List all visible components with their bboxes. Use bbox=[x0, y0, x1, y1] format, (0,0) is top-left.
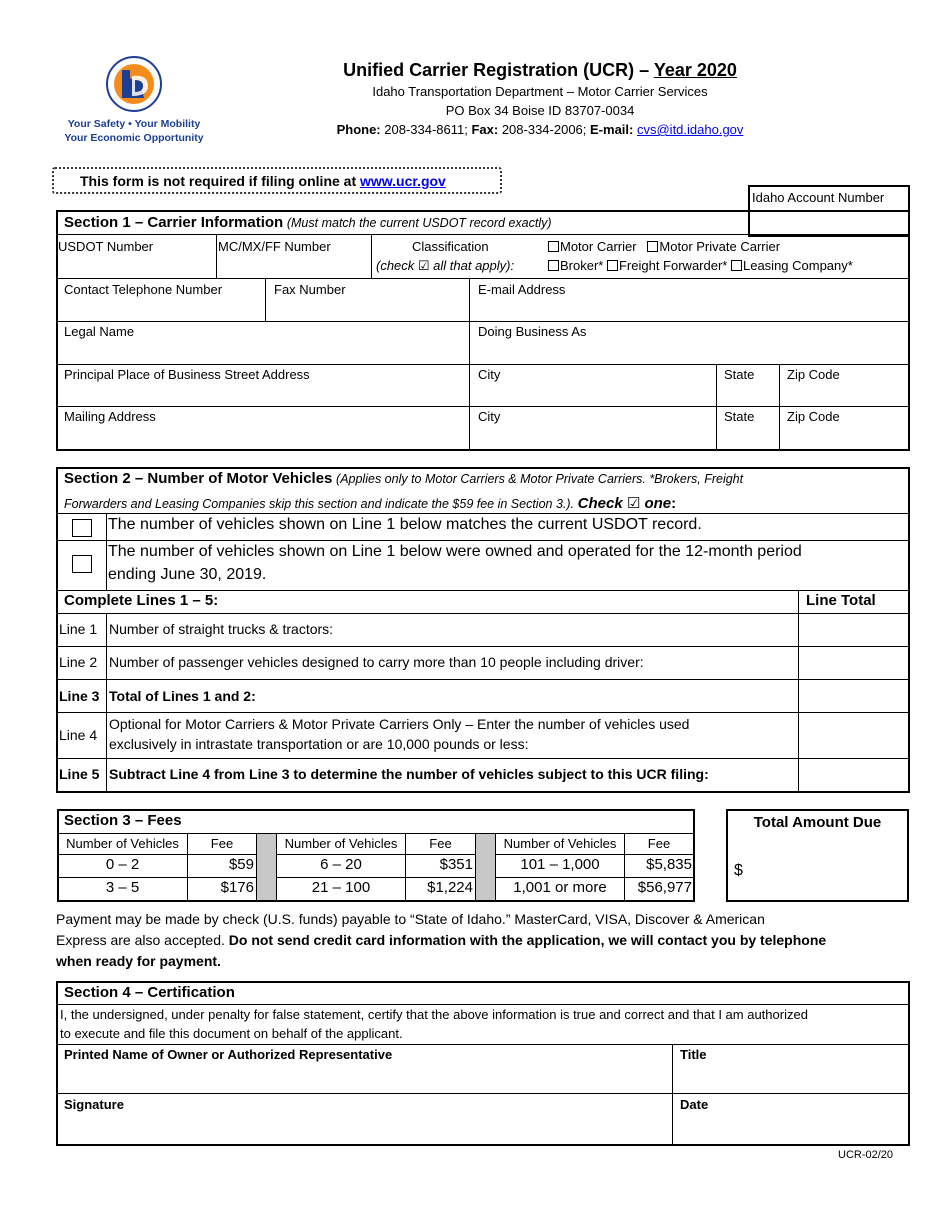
line-1-text: Number of straight trucks & tractors: bbox=[109, 621, 334, 637]
checkbox-icon bbox=[607, 260, 618, 271]
doing-business-as-field[interactable]: Doing Business As bbox=[478, 324, 587, 339]
fee-tier-range: 1,001 or more bbox=[513, 879, 607, 896]
section-1-title: Section 1 – Carrier Information (Must match the current USDOT record exactly) bbox=[64, 214, 552, 231]
checkbox-motor-carrier[interactable]: Motor Carrier bbox=[548, 239, 637, 254]
line-1-total-input[interactable] bbox=[800, 614, 908, 646]
fee-tier-range: 101 – 1,000 bbox=[520, 856, 600, 873]
line-3-total-input[interactable] bbox=[800, 680, 908, 712]
contact-line: Phone: 208-334-8611; Fax: 208-334-2006; E-mail: cvs@itd.idaho.gov bbox=[336, 122, 744, 137]
fee-tier-range: 21 – 100 bbox=[311, 879, 371, 896]
form-header bbox=[300, 58, 780, 139]
mailing-city-field[interactable]: City bbox=[478, 409, 501, 424]
complete-lines-heading: Complete Lines 1 – 5: bbox=[64, 592, 219, 609]
fee-tier-range: 6 – 20 bbox=[320, 856, 362, 873]
signature-field[interactable]: Signature bbox=[64, 1097, 124, 1112]
printed-name-field[interactable]: Printed Name of Owner or Authorized Representative bbox=[64, 1047, 393, 1062]
form-title: Unified Carrier Registration (UCR) – Year 2020 bbox=[343, 60, 737, 80]
section-2-note: Forwarders and Leasing Companies skip this section and indicate the $59 fee in Section 3.). Check ☑ one: bbox=[64, 495, 677, 512]
option-usdot-match: The number of vehicles shown on Line 1 below matches the current USDOT record. bbox=[108, 516, 702, 533]
total-amount-due-label: Total Amount Due bbox=[753, 814, 882, 831]
usdot-number-field[interactable]: USDOT Number bbox=[58, 239, 154, 254]
fax-number-field[interactable]: Fax Number bbox=[274, 282, 346, 297]
line-3-label: Line 3 bbox=[59, 688, 100, 704]
date-field[interactable]: Date bbox=[680, 1097, 709, 1112]
line-1-label: Line 1 bbox=[59, 621, 98, 637]
itd-logo bbox=[58, 56, 210, 144]
fee-tier-range: 3 – 5 bbox=[105, 879, 140, 896]
payment-line-3: when ready for payment. bbox=[56, 953, 221, 969]
line-total-heading: Line Total bbox=[806, 592, 876, 609]
checkbox-leasing-company[interactable]: Leasing Company* bbox=[731, 258, 853, 273]
form-year: Year 2020 bbox=[653, 60, 737, 80]
line-4-total-input[interactable] bbox=[800, 713, 908, 758]
certification-text-1: I, the undersigned, under penalty for false statement, certify that the above information is true and correct and that I am authorized bbox=[60, 1007, 808, 1022]
fee-col-fee-3: Fee bbox=[647, 836, 671, 851]
classification-row-2 bbox=[548, 258, 853, 273]
fee-tier-amount: $59 bbox=[228, 856, 254, 873]
fee-tier-amount: $1,224 bbox=[427, 879, 473, 896]
line-5-text: Subtract Line 4 from Line 3 to determine the number of vehicles subject to this UCR filing: bbox=[109, 766, 709, 782]
department-name: Idaho Transportation Department – Motor Carrier Services bbox=[372, 84, 708, 99]
mailing-state-field[interactable]: State bbox=[724, 409, 755, 424]
total-amount-currency: $ bbox=[734, 862, 743, 879]
classification-row-1 bbox=[548, 239, 780, 254]
line-4-text-2: exclusively in intrastate transportation or are 10,000 pounds or less: bbox=[109, 736, 529, 752]
line-2-total-input[interactable] bbox=[800, 647, 908, 679]
option-12-month-line-1: The number of vehicles shown on Line 1 below were owned and operated for the 12-month period bbox=[108, 543, 802, 560]
classification-note: (check ☑ all that apply): bbox=[376, 258, 515, 273]
checkbox-freight-forwarder[interactable]: Freight Forwarder* bbox=[607, 258, 727, 273]
section-3-title: Section 3 – Fees bbox=[64, 812, 182, 829]
payment-line-1: Payment may be made by check (U.S. funds) payable to “State of Idaho.” MasterCard, VISA, Discover & American bbox=[56, 911, 765, 927]
idaho-account-number-field[interactable]: Idaho Account Number bbox=[748, 185, 910, 237]
payment-line-2: Express are also accepted. Do not send credit card information with the application, we will contact you by telephone bbox=[56, 932, 827, 948]
fee-tier-amount: $5,835 bbox=[646, 856, 692, 873]
total-amount-due-box[interactable] bbox=[726, 809, 909, 902]
checkbox-icon bbox=[731, 260, 742, 271]
classification-label: Classification bbox=[412, 239, 489, 254]
line-2-text: Number of passenger vehicles designed to carry more than 10 people including driver: bbox=[109, 654, 644, 670]
checkbox-motor-private-carrier[interactable]: Motor Private Carrier bbox=[647, 239, 780, 254]
fee-col-vehicles-2: Number of Vehicles bbox=[284, 836, 398, 851]
section-2-title: Section 2 – Number of Motor Vehicles (Applies only to Motor Carriers & Motor Private Carriers. *Brokers, Freight bbox=[64, 470, 744, 487]
checkbox-icon bbox=[548, 260, 559, 271]
checkbox-icon bbox=[647, 241, 658, 252]
legal-name-field[interactable]: Legal Name bbox=[64, 324, 135, 339]
section-4-title: Section 4 – Certification bbox=[64, 984, 235, 1001]
fee-col-fee-2: Fee bbox=[429, 836, 452, 851]
form-id: UCR-02/20 bbox=[838, 1149, 894, 1161]
fee-tier-amount: $56,977 bbox=[637, 879, 692, 896]
fee-col-fee-1: Fee bbox=[210, 836, 234, 851]
fee-col-vehicles-1: Number of Vehicles bbox=[66, 836, 179, 851]
email-link[interactable]: cvs@itd.idaho.gov bbox=[636, 122, 744, 137]
12-month-period-checkbox[interactable] bbox=[72, 555, 92, 573]
certification-text-2: to execute and file this document on behalf of the applicant. bbox=[60, 1026, 403, 1041]
principal-zip-field[interactable]: Zip Code bbox=[787, 367, 840, 382]
fee-col-vehicles-3: Number of Vehicles bbox=[503, 836, 617, 851]
line-2-label: Line 2 bbox=[59, 654, 98, 670]
principal-address-field[interactable]: Principal Place of Business Street Address bbox=[64, 367, 310, 382]
logo-tagline-1: Your Safety • Your Mobility bbox=[67, 118, 201, 130]
fee-tier-range: 0 – 2 bbox=[105, 856, 140, 873]
online-filing-notice: This form is not required if filing online at www.ucr.gov bbox=[52, 167, 502, 194]
logo-tagline-2: Your Economic Opportunity bbox=[64, 132, 204, 144]
checkbox-icon bbox=[548, 241, 559, 252]
principal-city-field[interactable]: City bbox=[478, 367, 501, 382]
usdot-match-checkbox[interactable] bbox=[72, 519, 92, 537]
line-4-label: Line 4 bbox=[59, 727, 98, 743]
department-address: PO Box 34 Boise ID 83707-0034 bbox=[445, 103, 635, 118]
contact-telephone-field[interactable]: Contact Telephone Number bbox=[64, 282, 223, 297]
checkbox-broker[interactable]: Broker* bbox=[548, 258, 603, 273]
mailing-zip-field[interactable]: Zip Code bbox=[787, 409, 840, 424]
principal-state-field[interactable]: State bbox=[724, 367, 755, 382]
line-5-label: Line 5 bbox=[59, 766, 100, 782]
fee-tier-amount: $351 bbox=[439, 856, 473, 873]
email-address-field[interactable]: E-mail Address bbox=[478, 282, 566, 297]
section-4-certification bbox=[56, 981, 910, 1146]
line-3-text: Total of Lines 1 and 2: bbox=[109, 688, 256, 704]
fee-tier-amount: $176 bbox=[220, 879, 254, 896]
mc-number-field[interactable]: MC/MX/FF Number bbox=[218, 239, 331, 254]
mailing-address-field[interactable]: Mailing Address bbox=[64, 409, 156, 424]
idaho-emblem-icon bbox=[58, 56, 210, 114]
line-4-text-1: Optional for Motor Carriers & Motor Private Carriers Only – Enter the number of vehicles used bbox=[109, 716, 690, 732]
title-field[interactable]: Title bbox=[680, 1047, 707, 1062]
option-12-month-line-2: ending June 30, 2019. bbox=[108, 566, 267, 583]
line-5-total-input[interactable] bbox=[800, 759, 908, 791]
ucr-website-link[interactable]: www.ucr.gov bbox=[360, 173, 446, 189]
